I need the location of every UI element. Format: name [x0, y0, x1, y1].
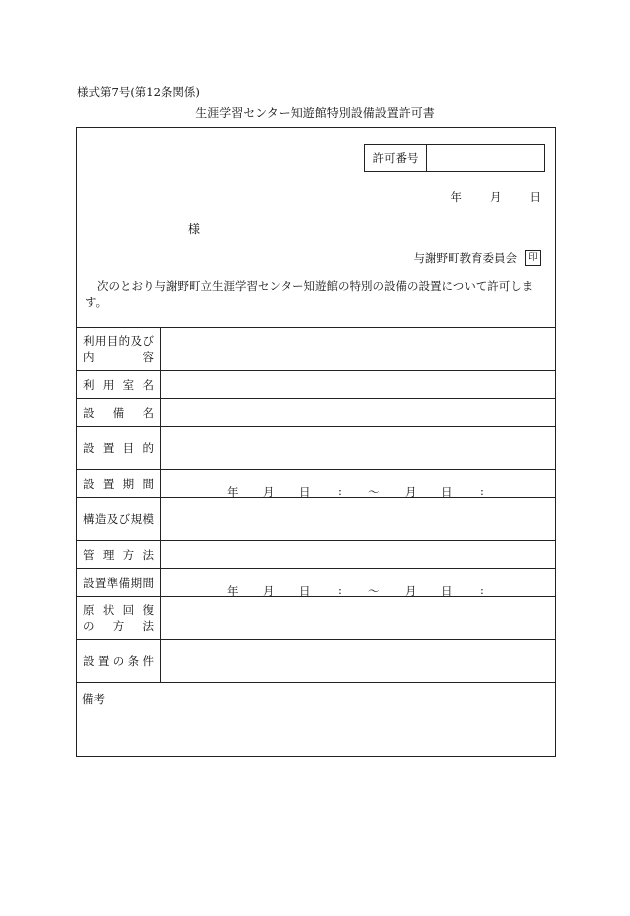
remarks-label: 備考	[82, 692, 105, 706]
row-installation-purpose	[77, 426, 555, 469]
date-month-label: 月	[490, 190, 502, 204]
row-label: 原 状 回 復 の 方 法	[77, 597, 161, 639]
date-day-label: 日	[529, 190, 541, 204]
room-name-field[interactable]	[161, 371, 555, 398]
preparation-period-field[interactable]: 年 月 日 : 〜 月 日 :	[227, 582, 484, 598]
row-equipment-name	[77, 398, 555, 426]
document-title: 生涯学習センター知遊館特別設備設置許可書	[195, 106, 435, 120]
row-label: 設 置 の 条 件	[77, 640, 161, 682]
row-label: 設 置 準 備 期 間	[77, 569, 161, 596]
issue-date	[451, 189, 542, 205]
permit-statement: 次のとおり与謝野町立生涯学習センター知遊館の特別の設備の設置について許可します。	[85, 279, 534, 309]
row-restoration-method	[77, 596, 555, 639]
management-method-field[interactable]	[161, 541, 555, 568]
row-room-name	[77, 370, 555, 398]
permit-number-field[interactable]	[427, 145, 544, 171]
seal-mark: 印	[525, 250, 541, 266]
row-label: 構 造 及 び 規 模	[77, 498, 161, 540]
restoration-method-field[interactable]	[161, 597, 555, 639]
row-remarks[interactable]	[77, 682, 555, 757]
row-installation-conditions	[77, 639, 555, 682]
permit-number-label: 許可番号	[365, 145, 427, 171]
row-structure-scale	[77, 497, 555, 540]
equipment-name-field[interactable]	[161, 399, 555, 426]
label-line-2: 内 容	[83, 350, 154, 364]
row-label: 利 用 室 名	[77, 371, 161, 398]
row-label: 設 置 目 的	[77, 427, 161, 469]
row-label: 管 理 方 法	[77, 541, 161, 568]
row-management-method	[77, 540, 555, 568]
issuer	[414, 250, 542, 266]
row-label: 設 備 名	[77, 399, 161, 426]
row-preparation-period	[77, 568, 555, 596]
issuer-name: 与謝野町教育委員会	[413, 251, 517, 265]
row-purpose-content	[77, 327, 555, 370]
row-label	[77, 328, 161, 370]
permit-number-box	[364, 144, 545, 172]
form-number-label: 様式第7号(第12条関係)	[77, 85, 200, 99]
installation-conditions-field[interactable]	[161, 640, 555, 682]
row-installation-period	[77, 469, 555, 497]
purpose-content-field[interactable]	[161, 328, 555, 370]
permit-form-frame	[76, 127, 556, 757]
date-year-label: 年	[450, 190, 462, 204]
label-line-1: 利 用 目 的 及 び	[83, 334, 154, 348]
addressee-suffix: 様	[188, 222, 201, 236]
row-label: 設 置 期 間	[77, 470, 161, 497]
installation-period-field[interactable]: 年 月 日 : 〜 月 日 :	[227, 483, 484, 499]
structure-scale-field[interactable]	[161, 498, 555, 540]
installation-purpose-field[interactable]	[161, 427, 555, 469]
form-rows	[77, 327, 555, 757]
